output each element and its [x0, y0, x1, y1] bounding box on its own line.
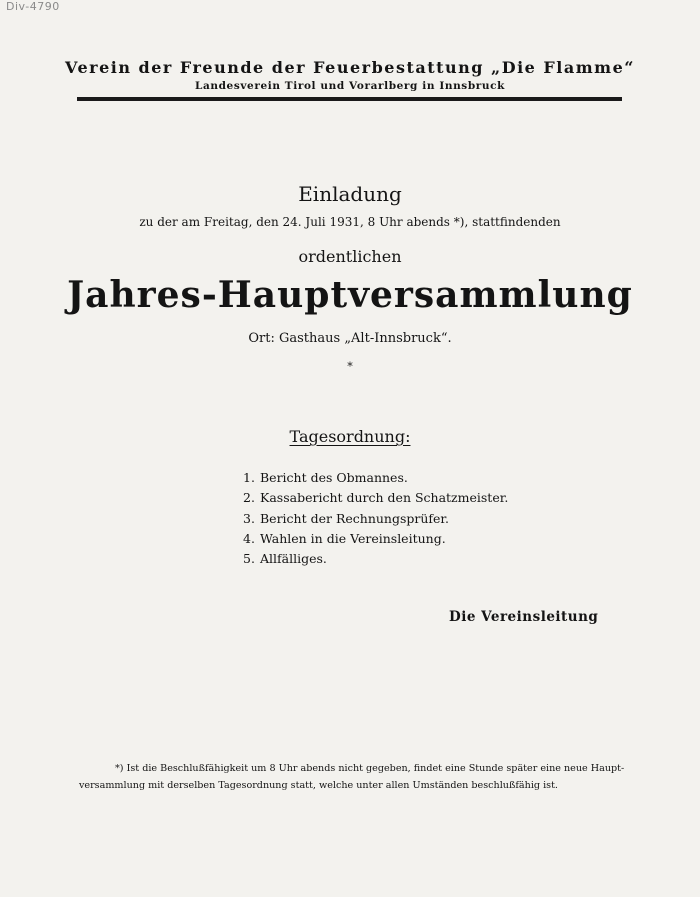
agenda-item-number: 3.	[243, 510, 255, 526]
agenda-list	[243, 470, 508, 571]
footnote-line-1: *) Ist die Beschlußfähigkeit um 8 Uhr abends nicht gegeben, findet eine Stunde später eine neue Haupt-	[115, 763, 625, 774]
agenda-item	[243, 490, 508, 510]
agenda-item	[243, 511, 508, 531]
agenda-title: Tagesordnung:	[289, 427, 411, 446]
invitation-title: Einladung	[298, 182, 402, 206]
agenda-item-number: 4.	[243, 530, 255, 546]
archive-note: Div-4790	[6, 0, 60, 13]
agenda-item-text: Wahlen in die Vereinsleitung.	[260, 530, 446, 546]
agenda-item	[243, 531, 508, 551]
agenda-item-text: Bericht des Obmannes.	[260, 470, 408, 485]
invitation-ordinary: ordentlichen	[298, 247, 402, 266]
agenda-item-number: 2.	[243, 490, 255, 506]
agenda-item-number: 1.	[243, 470, 255, 485]
agenda-item	[243, 470, 508, 490]
organization-name: Verein der Freunde der Feuerbestattung „Die Flamme“	[65, 58, 635, 77]
footnote	[79, 760, 627, 794]
agenda-item-text: Allfälliges.	[260, 551, 327, 567]
agenda-item-text: Bericht der Rechnungsprüfer.	[260, 510, 450, 526]
meeting-venue: Ort: Gasthaus „Alt-Innsbruck“.	[248, 331, 452, 346]
separator-asterisk: *	[347, 360, 353, 373]
meeting-headline: Jahres-Hauptversammlung	[67, 274, 633, 316]
header-rule	[77, 97, 622, 101]
signature: Die Vereinsleitung	[449, 609, 599, 625]
agenda-item	[243, 551, 508, 571]
agenda-item-number: 5.	[243, 551, 255, 567]
footnote-line-2: versammlung mit derselben Tagesordnung statt, welche unter allen Umständen beschlußfähig ist.	[79, 780, 558, 791]
organization-subtitle: Landesverein Tirol und Vorarlberg in Innsbruck	[194, 80, 505, 92]
invitation-intro: zu der am Freitag, den 24. Juli 1931, 8 Uhr abends *), stattfindenden	[139, 215, 561, 229]
agenda-item-text: Kassabericht durch den Schatzmeister.	[260, 490, 509, 506]
